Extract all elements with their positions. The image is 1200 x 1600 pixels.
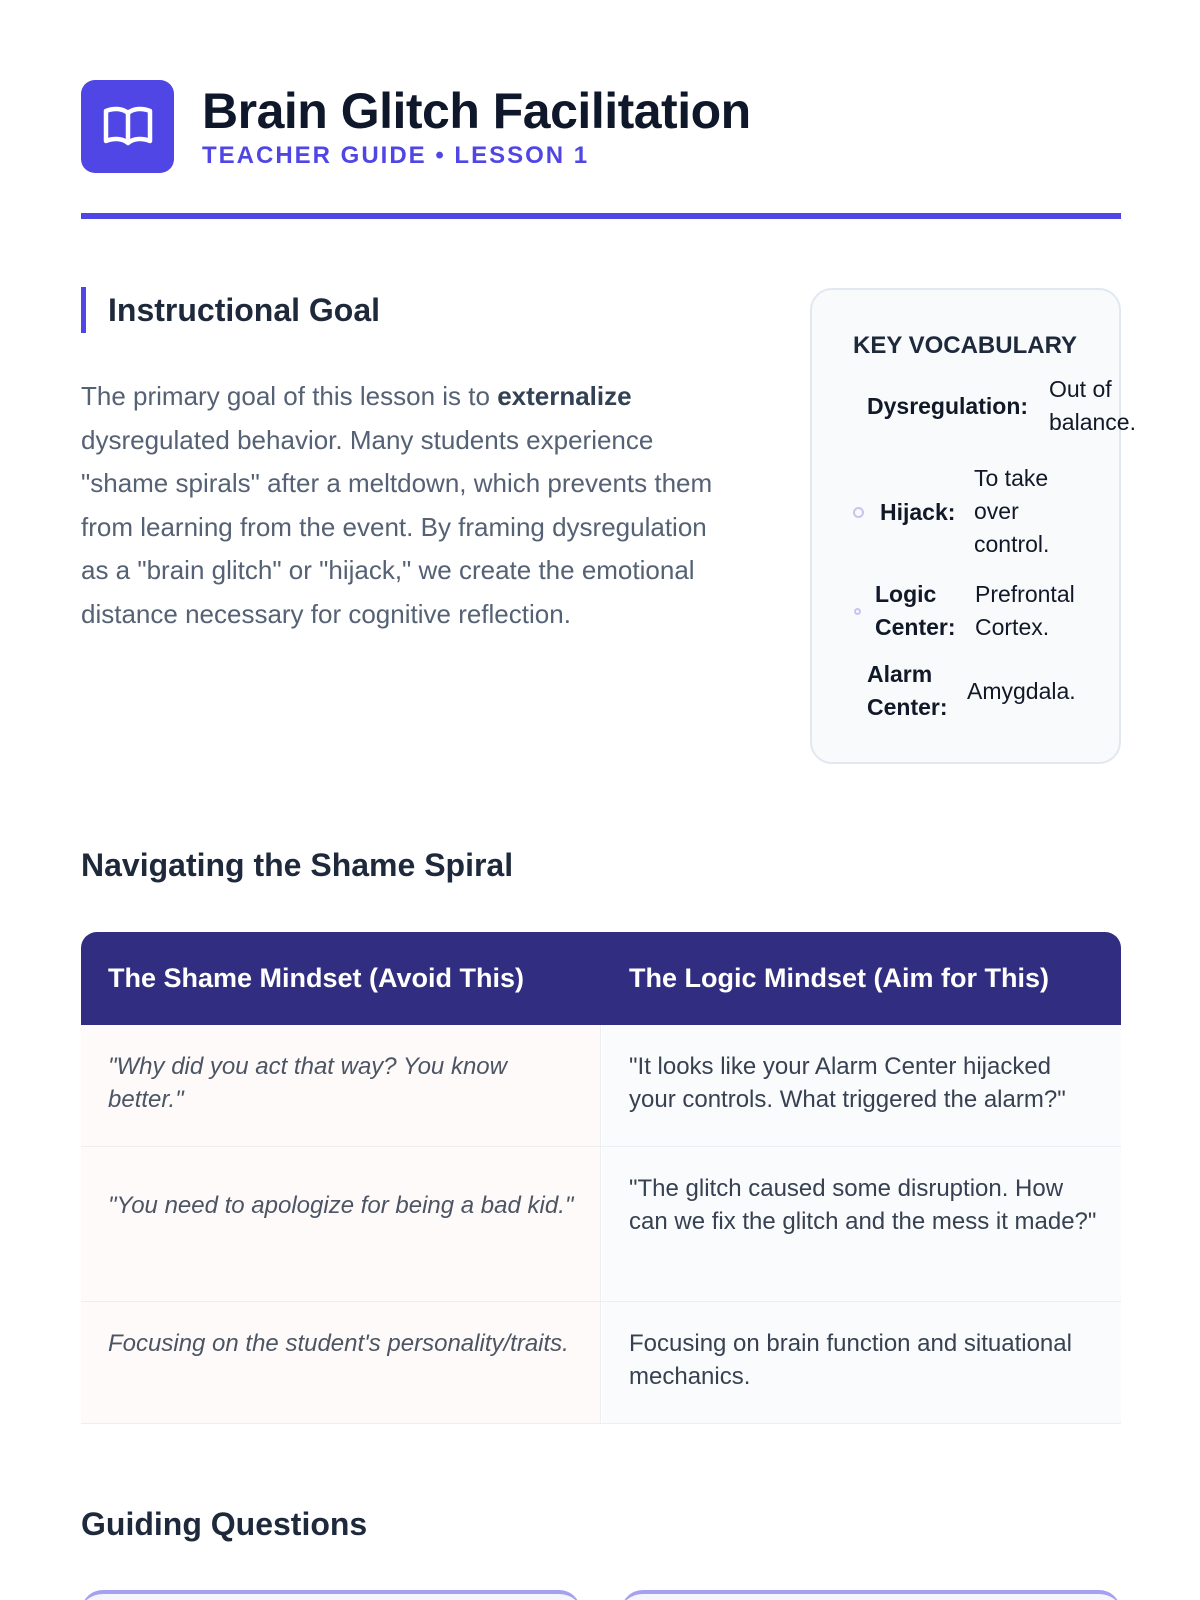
table-row: [81, 1147, 1121, 1302]
logic-text: Focusing on brain function and situational mechanics.: [629, 1330, 1072, 1390]
mindset-table: [81, 932, 1121, 1424]
open-book-icon: [102, 103, 154, 151]
shame-cell: [81, 1147, 601, 1301]
table-header: [81, 932, 1121, 1025]
vocab-term: Logic Center:: [875, 581, 956, 640]
table-row: [81, 1025, 1121, 1147]
vocab-term: Dysregulation:: [867, 393, 1029, 419]
vocab-term: Hijack:: [880, 499, 956, 525]
vocab-definition: Out of balance.: [1049, 376, 1136, 435]
column-header-logic: The Logic Mindset (Aim for This): [629, 963, 1049, 993]
column-header-shame: The Shame Mindset (Avoid This): [108, 963, 525, 993]
vocab-definition: Amygdala.: [967, 678, 1076, 704]
vocabulary-title: KEY VOCABULARY: [853, 332, 1078, 359]
page-header: [81, 80, 1121, 220]
goal-text-end: dysregulated behavior. Many students experience "shame spirals" after a meltdown, which prevents them from learning from the event. By framing dysregulation as a "brain glitch" or "hijack," we create the emotional distance necessary for cognitive reflection.: [81, 424, 713, 629]
shame-text: "You need to apologize for being a bad kid.": [108, 1192, 574, 1219]
shame-spiral-heading: Navigating the Shame Spiral: [81, 847, 514, 883]
table-row: [81, 1302, 1121, 1424]
vocab-definition: To take over control.: [974, 465, 1050, 557]
guiding-questions-heading: Guiding Questions: [81, 1506, 368, 1542]
shame-cell: [81, 1302, 601, 1423]
bullet-icon: [853, 507, 864, 518]
goal-heading: Instructional Goal: [81, 287, 380, 333]
question-card: [81, 1590, 581, 1600]
shame-text: "Why did you act that way? You know better.": [108, 1053, 507, 1113]
vocab-definition: Prefrontal Cortex.: [975, 581, 1075, 640]
logic-text: "It looks like your Alarm Center hijacked your controls. What triggered the alarm?": [629, 1053, 1066, 1113]
logo-badge: [81, 80, 174, 173]
page-subtitle: TEACHER GUIDE • LESSON 1: [202, 142, 590, 169]
logic-text: "The glitch caused some disruption. How can we fix the glitch and the mess it made?": [629, 1175, 1097, 1235]
goal-paragraph: [81, 375, 731, 636]
goal-emphasis: externalize: [497, 381, 632, 411]
bullet-icon: [854, 608, 861, 615]
page-title: Brain Glitch Facilitation: [202, 83, 751, 139]
question-card: [621, 1590, 1121, 1600]
shame-text: Focusing on the student's personality/traits.: [108, 1330, 569, 1357]
vocab-term: Alarm Center:: [867, 661, 948, 720]
header-divider: [81, 213, 1121, 219]
goal-text-start: The primary goal of this lesson is to: [81, 381, 498, 411]
vocabulary-card: [810, 288, 1136, 764]
